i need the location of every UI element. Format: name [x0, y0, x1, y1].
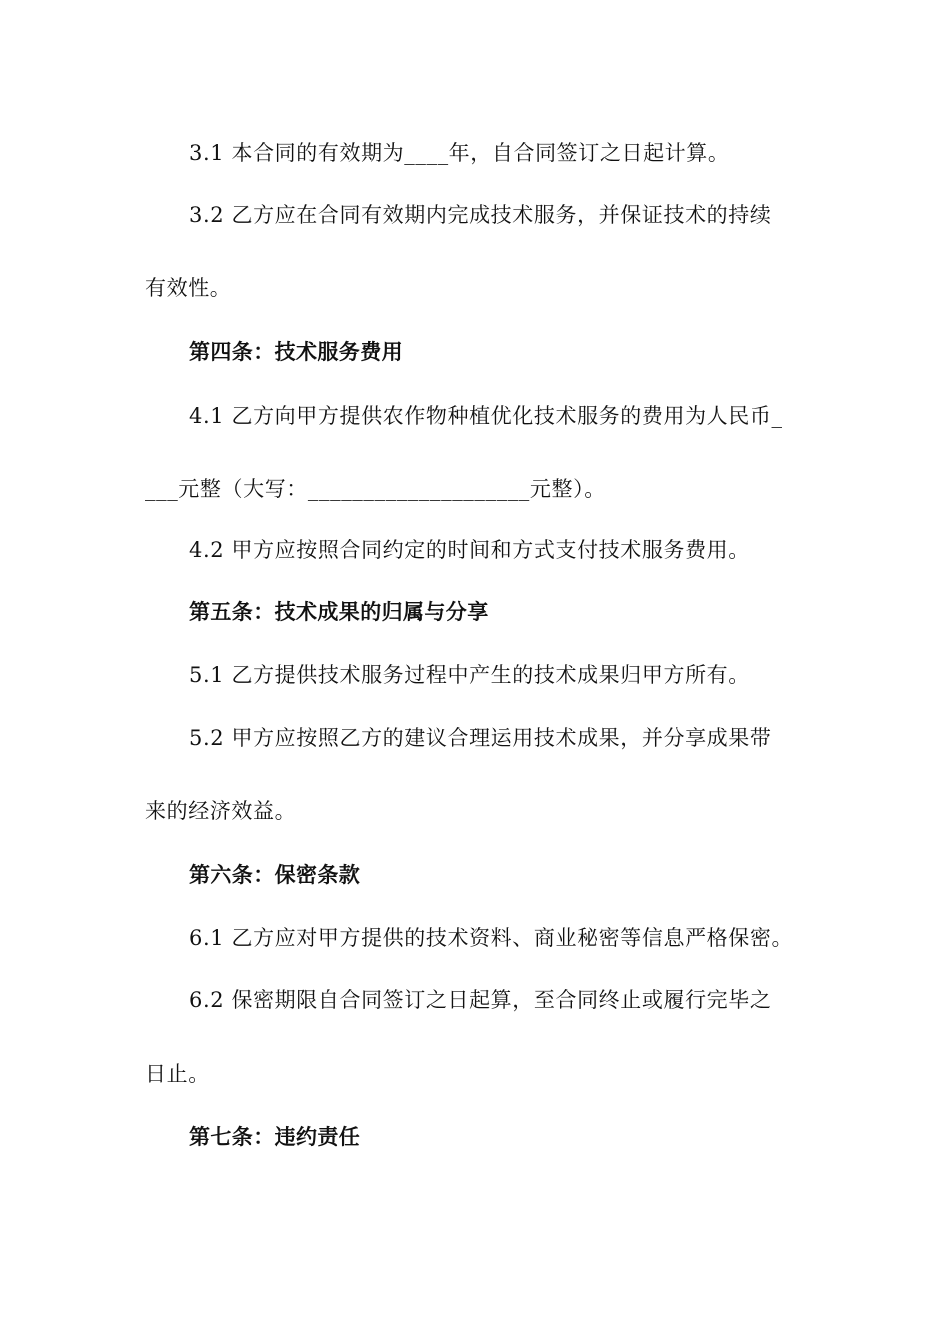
clause-5-1: 5.1 乙方提供技术服务过程中产生的技术成果归甲方所有。	[189, 663, 750, 687]
clause-4-2: 4.2 甲方应按照合同约定的时间和方式支付技术服务费用。	[189, 538, 750, 562]
clause-6-1: 6.1 乙方应对甲方提供的技术资料、商业秘密等信息严格保密。	[189, 926, 794, 950]
clause-3-2-line-1: 3.2 乙方应在合同有效期内完成技术服务，并保证技术的持续	[189, 203, 772, 227]
clause-6-2-line-1: 6.2 保密期限自合同签订之日起算，至合同终止或履行完毕之	[189, 988, 772, 1012]
article-7-heading: 第七条：违约责任	[189, 1125, 361, 1149]
clause-5-2-line-1: 5.2 甲方应按照乙方的建议合理运用技术成果，并分享成果带	[189, 726, 772, 750]
clause-3-2-line-2: 有效性。	[145, 276, 232, 300]
clause-4-1-line-2: ___元整（大写：____________________元整）。	[145, 477, 606, 501]
clause-5-2-line-2: 来的经济效益。	[145, 799, 297, 823]
article-4-heading: 第四条：技术服务费用	[189, 340, 403, 364]
clause-3-1: 3.1 本合同的有效期为____年，自合同签订之日起计算。	[189, 141, 730, 165]
article-6-heading: 第六条：保密条款	[189, 863, 361, 887]
article-5-heading: 第五条：技术成果的归属与分享	[189, 600, 489, 624]
clause-6-2-line-2: 日止。	[145, 1062, 210, 1086]
clause-4-1-line-1: 4.1 乙方向甲方提供农作物种植优化技术服务的费用为人民币_	[189, 404, 783, 428]
